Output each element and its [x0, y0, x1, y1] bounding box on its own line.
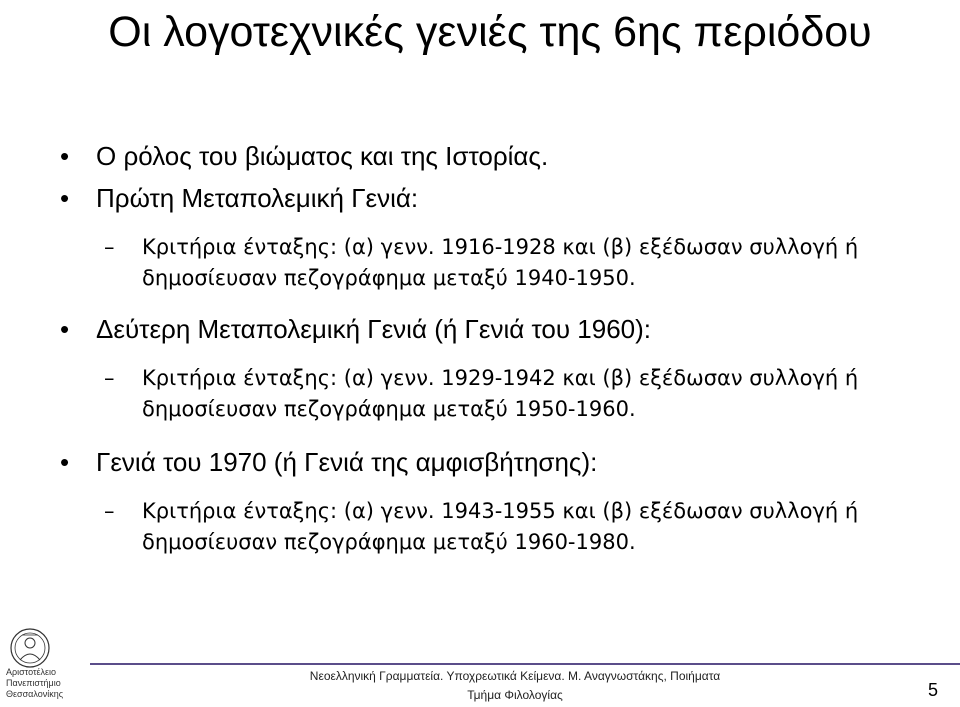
page-number: 5	[927, 680, 938, 700]
bullet-list	[60, 140, 940, 558]
bullet-item: • Γενιά του 1970 (ή Γενιά της αμφισβήτησης):	[60, 446, 940, 478]
footer-divider	[90, 663, 960, 665]
footer-course-title: Νεοελληνική Γραμματεία. Υποχρεωτικά Κείμενα. Μ. Αναγνωστάκης, Ποιήματα	[309, 669, 721, 683]
sub-bullet-item: – Κριτήρια ένταξης: (α) γενν. 1929-1942 και (β) εξέδωσαν συλλογή ή δημοσίευσαν πεζογράφημα μεταξύ 1950-1960.	[104, 363, 940, 425]
sub-bullet-item: – Κριτήρια ένταξης: (α) γενν. 1943-1955 και (β) εξέδωσαν συλλογή ή δημοσίευσαν πεζογράφημα μεταξύ 1960-1980.	[104, 496, 940, 558]
bullet-item: • Δεύτερη Μεταπολεμική Γενιά (ή Γενιά του 1960):	[60, 313, 940, 345]
university-name	[6, 667, 86, 700]
bullet-item: • Ο ρόλος του βιώματος και της Ιστορίας.	[60, 140, 940, 172]
university-name-line: Αριστοτέλειο	[6, 667, 57, 677]
university-name-line: Πανεπιστήμιο	[6, 678, 61, 688]
footer-department: Τμήμα Φιλολογίας	[467, 688, 563, 702]
university-name-line: Θεσσαλονίκης	[6, 689, 64, 699]
sub-bullet-item: – Κριτήρια ένταξης: (α) γενν. 1916-1928 και (β) εξέδωσαν συλλογή ή δημοσίευσαν πεζογράφημα μεταξύ 1940-1950.	[104, 232, 940, 294]
slide-title: Οι λογοτεχνικές γενιές της 6ης περιόδου	[108, 8, 872, 56]
bullet-item: • Πρώτη Μεταπολεμική Γενιά:	[60, 182, 940, 214]
